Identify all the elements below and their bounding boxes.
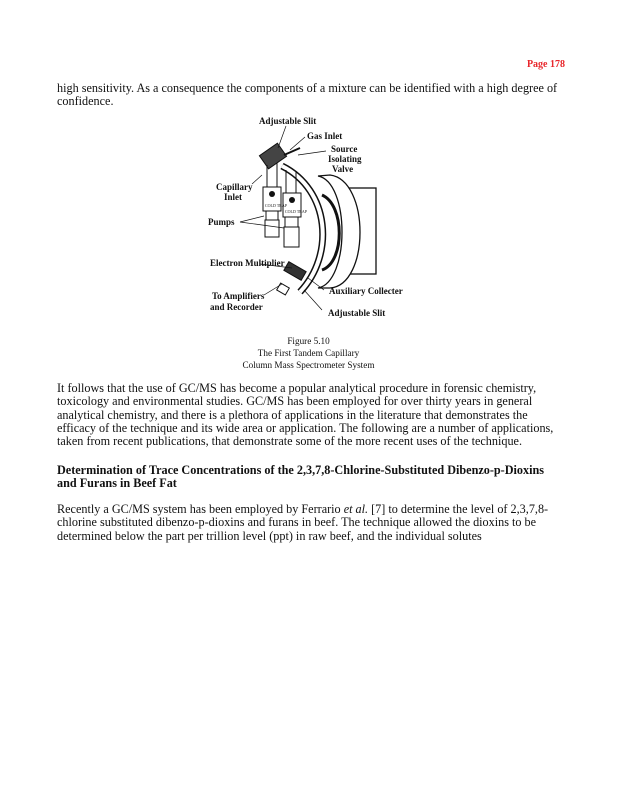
- paragraph-line: [57, 502, 548, 516]
- label-capillary: Capillary: [216, 182, 253, 192]
- pump-left: [263, 163, 281, 237]
- paragraph-line: efficacy of the technique and its wide area or application. The following are a number of applications,: [57, 421, 554, 435]
- text: [7] to determine the level of 2,3,7,8-: [368, 502, 549, 516]
- label-auxiliary-collector: Auxiliary Collecter: [329, 286, 403, 296]
- label-isolating: Isolating: [328, 154, 362, 164]
- cold-trap-label: COLD TRAP: [285, 209, 308, 214]
- intro-line: confidence.: [57, 94, 114, 108]
- figure-caption-number: Figure 5.10: [287, 336, 330, 346]
- paragraph-line: analytical chemistry, and there is a plethora of applications in the literature that demonstrates the: [57, 408, 528, 422]
- label-gas-inlet: Gas Inlet: [307, 131, 343, 141]
- label-source: Source: [331, 144, 358, 154]
- page-number: Page 178: [526, 59, 565, 70]
- label-pumps: Pumps: [208, 217, 235, 227]
- label-inlet: Inlet: [224, 192, 242, 202]
- paragraph-line: toxicology and environmental studies. GC/MS has been employed for over thirty years in general: [57, 394, 533, 408]
- label-valve: Valve: [332, 164, 354, 174]
- label-adjustable-slit-bottom: Adjustable Slit: [328, 308, 386, 318]
- paragraph-line: chlorine substituted dibenzo-p-dioxins and furans in beef. The technique allowed the dioxins to be: [57, 515, 537, 529]
- figure-caption-title: Column Mass Spectrometer System: [242, 360, 375, 370]
- section-heading: Determination of Trace Concentrations of the 2,3,7,8-Chlorine-Substituted Dibenzo-p-Dioxins: [57, 463, 545, 477]
- label-adjustable-slit-top: Adjustable Slit: [259, 116, 317, 126]
- paragraph-line: taken from recent publications, that demonstrate some of the more recent uses of the technique.: [57, 434, 522, 448]
- cold-trap-label: COLD TRAP: [265, 203, 288, 208]
- paragraph-line: It follows that the use of GC/MS has become a popular analytical procedure in forensic chemistry,: [57, 381, 537, 395]
- section-heading: and Furans in Beef Fat: [57, 476, 177, 490]
- intro-line: high sensitivity. As a consequence the components of a mixture can be identified with a high degree of: [57, 81, 558, 95]
- text: Recently a GC/MS system has been employed by Ferrario: [57, 502, 344, 516]
- figure-caption-title: The First Tandem Capillary: [257, 348, 360, 358]
- label-electron-multiplier: Electron Multiplier: [210, 258, 285, 268]
- label-to-amplifiers: To Amplifiers: [212, 291, 265, 301]
- citation-et-al: et al.: [343, 502, 369, 516]
- paragraph-line: determined below the part per trillion level (ppt) in raw beef, and the individual solutes: [57, 529, 482, 543]
- mass-spectrometer-figure: [0, 0, 617, 330]
- label-and-recorder: and Recorder: [210, 302, 263, 312]
